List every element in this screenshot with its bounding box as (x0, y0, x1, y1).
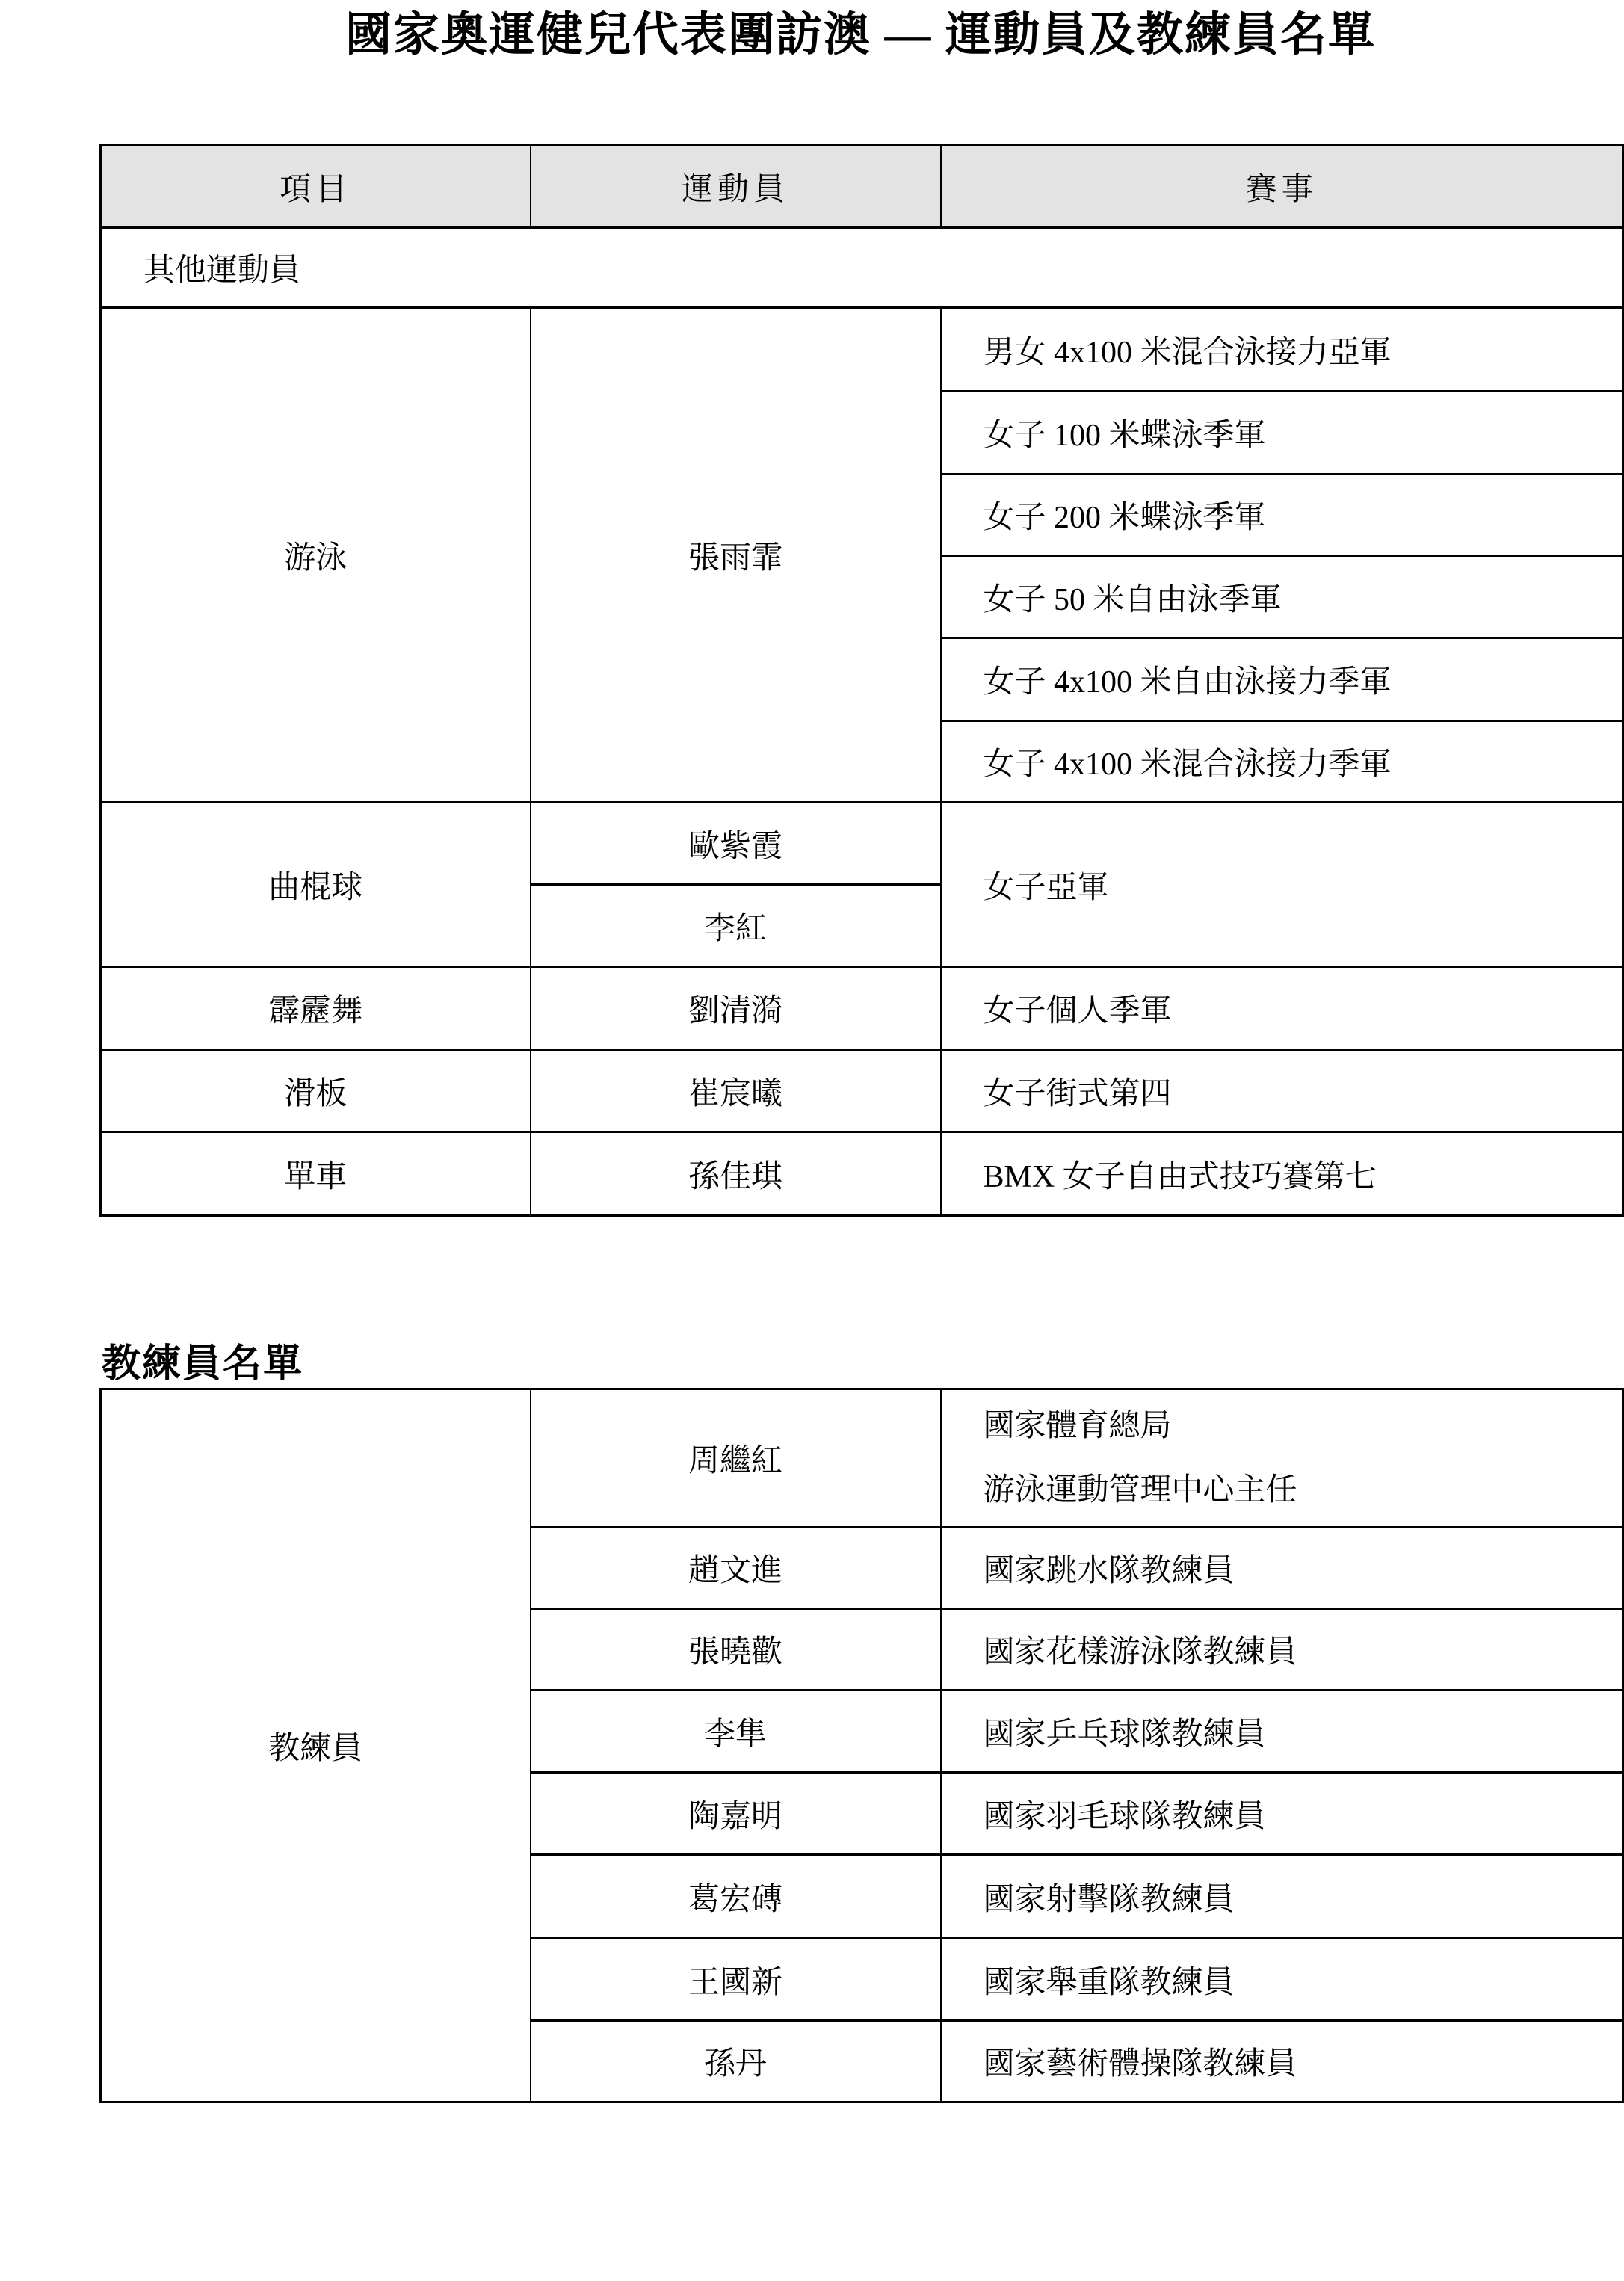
swimming-athlete-cell: 張雨霏 (531, 308, 941, 803)
coaches-group-cell: 教練員 (101, 1389, 531, 2102)
sport-cell: 滑板 (101, 1050, 531, 1132)
table-row (101, 308, 1623, 392)
coach-title-line: 國家體育總局 (983, 1408, 1172, 1443)
table-row (101, 1050, 1623, 1132)
other-athletes-label: 其他運動員 (101, 228, 1623, 308)
coach-title-cell: 國家跳水隊教練員 (941, 1528, 1623, 1609)
swimming-event-cell: 男女 4x100 米混合泳接力亞軍 (941, 308, 1623, 392)
coach-name-cell: 陶嘉明 (531, 1773, 941, 1855)
swimming-event-cell: 女子 50 米自由泳季軍 (941, 556, 1623, 638)
coach-title-cell: 國家乒乓球隊教練員 (941, 1691, 1623, 1773)
table-row (101, 803, 1623, 885)
table-row (101, 967, 1623, 1050)
athlete-cell: 崔宸曦 (531, 1050, 941, 1132)
coach-name-cell: 孫丹 (531, 2021, 941, 2102)
swimming-event-cell: 女子 200 米蝶泳季軍 (941, 475, 1623, 556)
hockey-sport-cell: 曲棍球 (101, 803, 531, 967)
athletes-header-row (101, 146, 1623, 228)
athlete-cell: 劉清漪 (531, 967, 941, 1050)
swimming-sport-cell: 游泳 (101, 308, 531, 803)
athletes-table (99, 144, 1624, 1217)
coach-name-cell: 王國新 (531, 1939, 941, 2021)
hockey-athlete-cell: 歐紫霞 (531, 803, 941, 885)
coach-name-cell: 葛宏磚 (531, 1855, 941, 1939)
coach-title-cell: 國家舉重隊教練員 (941, 1939, 1623, 2021)
swimming-event-cell: 女子 4x100 米混合泳接力季軍 (941, 721, 1623, 803)
event-cell: 女子街式第四 (941, 1050, 1623, 1132)
sport-cell: 單車 (101, 1132, 531, 1216)
table-row (101, 1132, 1623, 1216)
event-cell: 女子個人季軍 (941, 967, 1623, 1050)
coach-name-cell: 趙文進 (531, 1528, 941, 1609)
swimming-event-cell: 女子 100 米蝶泳季軍 (941, 392, 1623, 475)
coach-title-cell: 國家藝術體操隊教練員 (941, 2021, 1623, 2102)
coach-title-cell: 國家花樣游泳隊教練員 (941, 1609, 1623, 1691)
sport-cell: 霹靂舞 (101, 967, 531, 1050)
header-event: 賽事 (941, 146, 1623, 228)
other-athletes-row (101, 228, 1623, 308)
header-athlete: 運動員 (531, 146, 941, 228)
coaches-table (99, 1388, 1624, 2103)
hockey-athlete-cell: 李紅 (531, 885, 941, 967)
hockey-event-cell: 女子亞軍 (941, 803, 1623, 967)
coach-name-cell: 張曉歡 (531, 1609, 941, 1691)
coach-title-cell: 國家羽毛球隊教練員 (941, 1773, 1623, 1855)
coach-title-cell (941, 1389, 1623, 1528)
document-title: 國家奧運健兒代表團訪澳 — 運動員及教練員名單 (345, 10, 1376, 61)
header-item: 項目 (101, 146, 531, 228)
coaches-list-heading: 教練員名單 (102, 1343, 304, 1386)
coach-title-line: 游泳運動管理中心主任 (983, 1473, 1297, 1507)
coach-name-cell: 李隼 (531, 1691, 941, 1773)
coach-name-cell: 周繼紅 (531, 1389, 941, 1528)
coach-title-cell: 國家射擊隊教練員 (941, 1855, 1623, 1939)
swimming-event-cell: 女子 4x100 米自由泳接力季軍 (941, 638, 1623, 721)
athlete-cell: 孫佳琪 (531, 1132, 941, 1216)
event-cell: BMX 女子自由式技巧賽第七 (941, 1132, 1623, 1216)
table-row (101, 1389, 1623, 1528)
